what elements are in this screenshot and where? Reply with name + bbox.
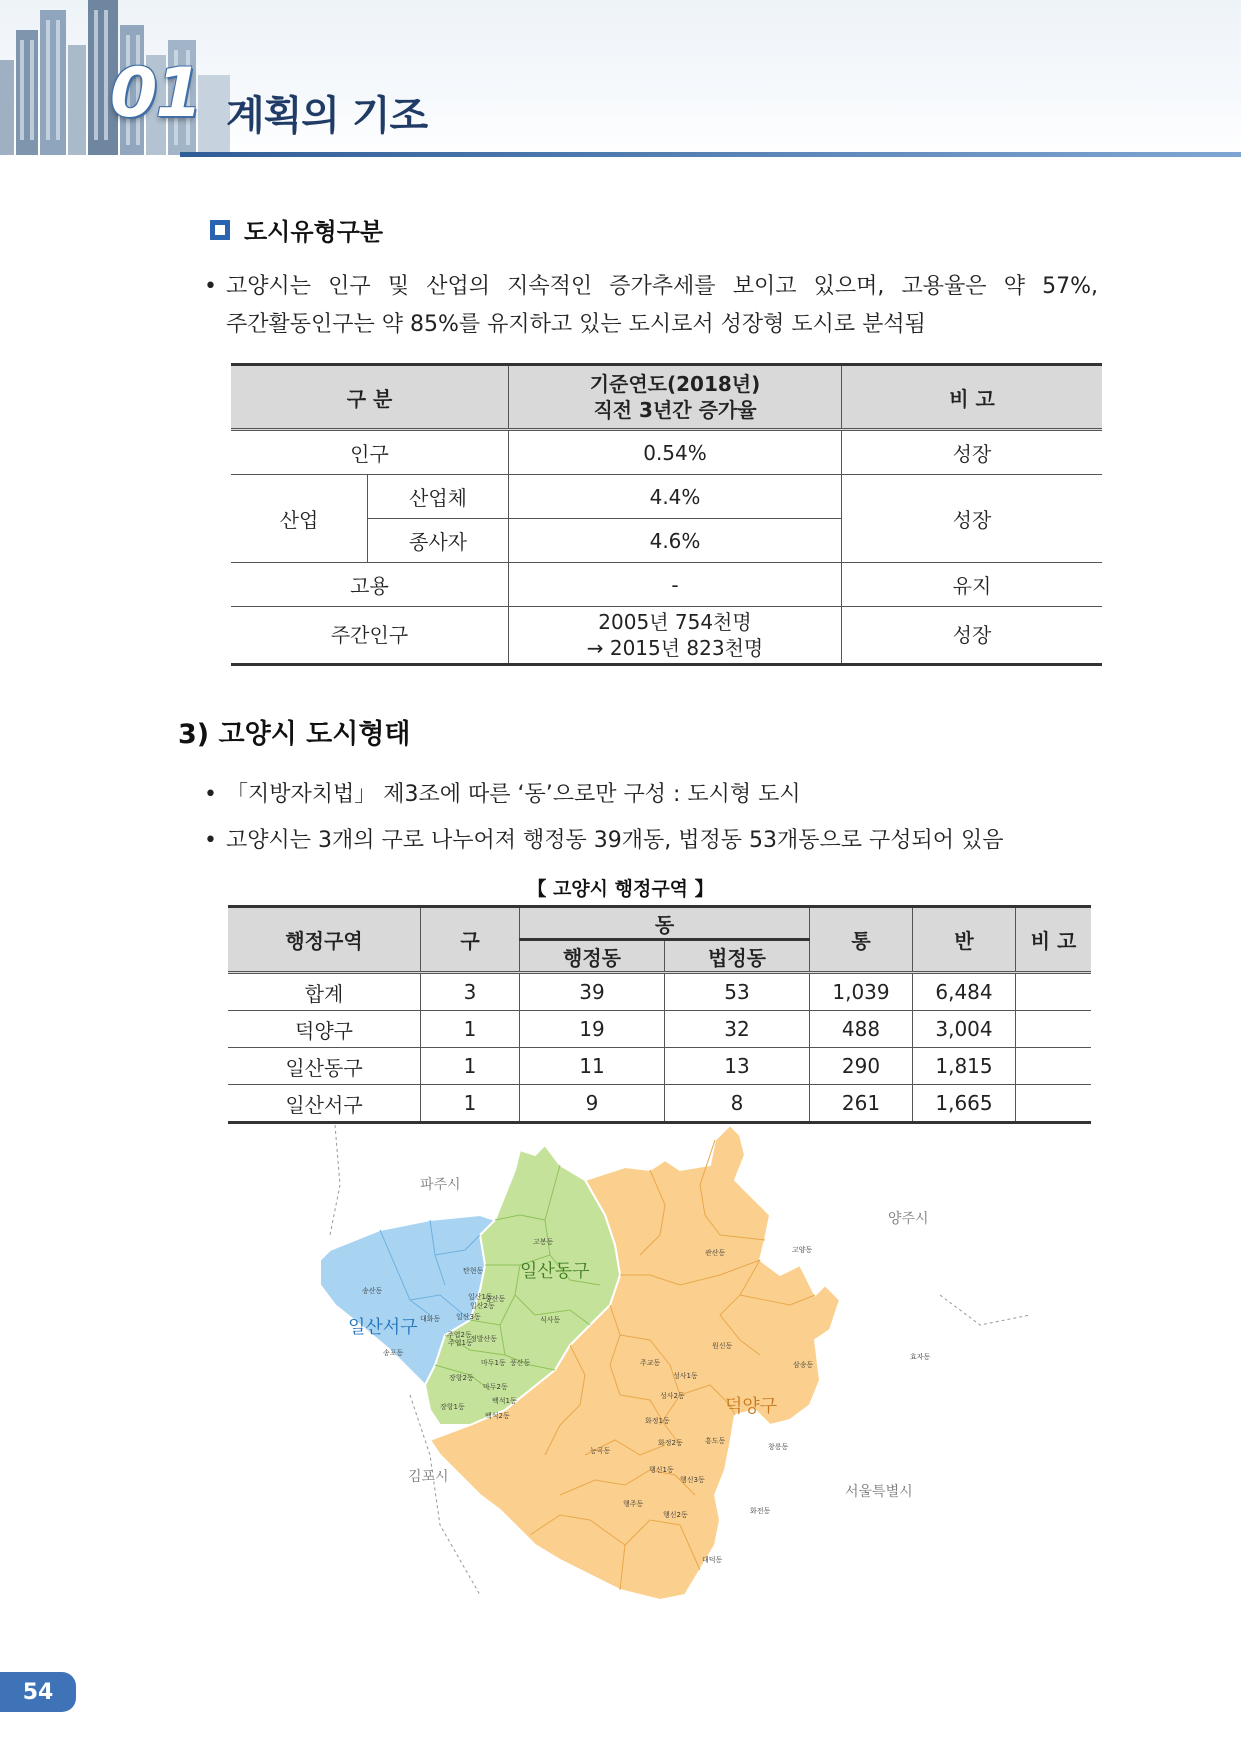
table-row: [231, 475, 1102, 519]
table-row: [231, 607, 1102, 665]
header-rate-line2: 직전 3년간 증가율: [593, 398, 757, 422]
admin-districts-table: [228, 905, 1091, 1124]
cell-admin-dong: 39: [520, 973, 665, 1011]
table-row: [228, 1048, 1091, 1085]
neighbor-seoul: 서울특별시: [845, 1484, 913, 1500]
boundary-line: [940, 1295, 1030, 1325]
dong-label: 장항2동: [449, 1374, 474, 1382]
cell-admin-dong: 9: [520, 1085, 665, 1123]
cell-legal-dong: 32: [665, 1011, 810, 1048]
cell-legal-dong: 8: [665, 1085, 810, 1123]
dong-label: 효자동: [910, 1353, 931, 1361]
cell-district: 덕양구: [228, 1011, 421, 1048]
header-rule: [180, 152, 1241, 157]
dong-label: 고양동: [792, 1246, 813, 1254]
dong-label: 행신1동: [649, 1466, 674, 1474]
district-label-ilsanseo: 일산서구: [348, 1317, 418, 1338]
cell-gu: 1: [421, 1048, 520, 1085]
dong-label: 대화동: [420, 1315, 441, 1323]
dong-label: 장항1동: [440, 1403, 465, 1411]
header-tong: 통: [810, 907, 913, 973]
dong-label: 송산동: [362, 1287, 383, 1295]
dong-label: 주엽1동: [448, 1339, 473, 1347]
row-note: 유지: [842, 563, 1103, 607]
dong-label: 백석1동: [492, 1397, 517, 1405]
bullet-districts: [204, 822, 1106, 860]
bullet-text: 고양시는 3개의 구로 나누어져 행정동 39개동, 법정동 53개동으로 구성되어 있음: [226, 828, 1004, 853]
bullet-dot-icon: •: [204, 782, 217, 807]
dong-label: 일산2동: [470, 1302, 495, 1310]
table-row: [228, 973, 1091, 1011]
bullet-local-autonomy: [204, 776, 1106, 814]
table-row: [231, 563, 1102, 607]
bullet-dot-icon: •: [204, 828, 217, 853]
dong-label: 탄현동: [463, 1267, 484, 1275]
cell-tong: 488: [810, 1011, 913, 1048]
dong-label: 대덕동: [702, 1556, 723, 1564]
cell-tong: 290: [810, 1048, 913, 1085]
row-sublabel: 종사자: [368, 519, 509, 563]
table-row: [231, 430, 1102, 475]
cell-tong: 261: [810, 1085, 913, 1123]
dong-label: 능곡동: [590, 1447, 611, 1455]
table-caption: 【 고양시 행정구역 】: [527, 878, 714, 900]
city-type-table: [231, 363, 1102, 666]
dong-label: 화전동: [750, 1507, 771, 1515]
dong-label: 원신동: [712, 1342, 733, 1350]
header-note: 비 고: [842, 365, 1103, 430]
cell-ban: 1,665: [913, 1085, 1016, 1123]
dong-label: 고봉동: [533, 1238, 554, 1246]
cell-gu: 1: [421, 1011, 520, 1048]
row-note: 성장: [842, 607, 1103, 665]
chapter-title: 계획의 기조: [226, 93, 428, 139]
neighbor-yangju: 양주시: [888, 1211, 929, 1227]
row-value: 4.6%: [509, 519, 842, 563]
bullet-text: 「지방자치법」 제3조에 따른 ‘동’으로만 구성 : 도시형 도시: [226, 782, 801, 807]
dong-label: 정발산동: [470, 1335, 498, 1343]
dong-label: 행신2동: [663, 1511, 688, 1519]
cell-admin-dong: 19: [520, 1011, 665, 1048]
goyang-district-map: [320, 1125, 1040, 1605]
cell-note: [1016, 1011, 1092, 1048]
bullet-text: 고양시는 인구 및 산업의 지속적인 증가추세를 보이고 있으며, 고용율은 약 57%,: [226, 274, 1098, 299]
dong-label: 백석2동: [485, 1412, 510, 1420]
neighbor-paju: 파주시: [420, 1177, 461, 1193]
dong-label: 주엽2동: [447, 1331, 472, 1339]
header-rate-line1: 기준연도(2018년): [589, 372, 761, 396]
page-number: 54: [0, 1672, 76, 1712]
bullet-dot-icon: •: [204, 274, 217, 299]
dong-label: 중산동: [485, 1295, 506, 1303]
row-value: [509, 607, 842, 665]
chapter-number: 01: [110, 54, 201, 133]
dong-label: 성사2동: [660, 1392, 685, 1400]
dong-label: 마두1동: [481, 1359, 506, 1367]
cell-note: [1016, 1085, 1092, 1123]
row-value: 0.54%: [509, 430, 842, 475]
row-value: -: [509, 563, 842, 607]
dong-label: 식사동: [540, 1316, 561, 1324]
cell-note: [1016, 973, 1092, 1011]
row-sublabel: 산업체: [368, 475, 509, 519]
header-note: 비 고: [1016, 907, 1092, 973]
bullet-growth-summary-cont: [226, 306, 1098, 344]
header-rate: [509, 365, 842, 430]
boundary-line: [330, 1125, 340, 1235]
cell-legal-dong: 53: [665, 973, 810, 1011]
cell-gu: 3: [421, 973, 520, 1011]
table-row: [228, 1085, 1091, 1123]
dong-label: 주교동: [640, 1359, 661, 1367]
cell-tong: 1,039: [810, 973, 913, 1011]
chapter-header: [0, 0, 1241, 160]
bullet-text-cont: 주간활동인구는 약 85%를 유지하고 있는 도시로서 성장형 도시로 분석됨: [226, 312, 926, 337]
row-label: 고용: [231, 563, 509, 607]
dong-label: 관산동: [705, 1249, 726, 1257]
header-gu: 구: [421, 907, 520, 973]
cell-legal-dong: 13: [665, 1048, 810, 1085]
dong-label: 흥도동: [705, 1437, 726, 1445]
dong-label: 화정2동: [658, 1439, 683, 1447]
cell-ban: 3,004: [913, 1011, 1016, 1048]
dong-label: 화정1동: [645, 1417, 670, 1425]
row-value: 4.4%: [509, 475, 842, 519]
cell-ban: 6,484: [913, 973, 1016, 1011]
cell-admin-dong: 11: [520, 1048, 665, 1085]
row-value-line1: 2005년 754천명: [598, 610, 752, 634]
dong-label: 일산3동: [456, 1313, 481, 1321]
section-title: 도시유형구분: [244, 218, 384, 246]
cell-district: 합계: [228, 973, 421, 1011]
cell-gu: 1: [421, 1085, 520, 1123]
cell-district: 일산동구: [228, 1048, 421, 1085]
header-category: 구 분: [231, 365, 509, 430]
section-heading: [210, 212, 383, 247]
row-label: 산업: [231, 475, 368, 563]
dong-label: 성사1동: [673, 1372, 698, 1380]
district-label-ilsandong: 일산동구: [520, 1261, 590, 1282]
cell-ban: 1,815: [913, 1048, 1016, 1085]
subsection-title: 3) 고양시 도시형태: [178, 719, 411, 750]
dong-label: 행주동: [623, 1500, 644, 1508]
dong-label: 창릉동: [768, 1443, 789, 1451]
dong-label: 송포동: [383, 1349, 404, 1357]
dong-label: 삼송동: [793, 1361, 814, 1369]
header-district: 행정구역: [228, 907, 421, 973]
neighbor-gimpo: 김포시: [408, 1469, 449, 1485]
bullet-growth-summary: [204, 268, 1098, 306]
header-dong: 동: [520, 907, 810, 940]
table-row: [228, 1011, 1091, 1048]
cell-district: 일산서구: [228, 1085, 421, 1123]
dong-label: 풍산동: [510, 1359, 531, 1367]
dong-label: 일산1동: [468, 1293, 493, 1301]
dong-label: 마두2동: [483, 1383, 508, 1391]
row-value-line2: → 2015년 823천명: [586, 636, 764, 660]
header-admin-dong: 행정동: [520, 940, 665, 973]
district-label-deogyang: 덕양구: [725, 1396, 778, 1417]
dong-label: 행신3동: [680, 1476, 705, 1484]
row-note: 성장: [842, 475, 1103, 563]
row-label: 주간인구: [231, 607, 509, 665]
row-label: 인구: [231, 430, 509, 475]
row-note: 성장: [842, 430, 1103, 475]
header-ban: 반: [913, 907, 1016, 973]
header-legal-dong: 법정동: [665, 940, 810, 973]
square-bullet-icon: [210, 220, 230, 240]
cell-note: [1016, 1048, 1092, 1085]
